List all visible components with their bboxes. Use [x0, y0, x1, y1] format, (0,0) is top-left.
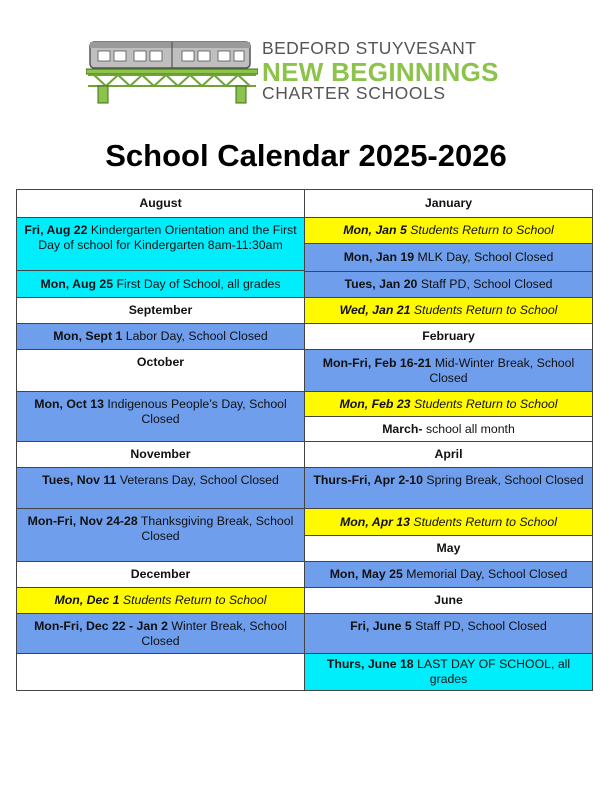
entry-date: Thurs, June 18 — [326, 657, 414, 671]
month-header-april: April — [305, 441, 592, 467]
entry-date: Fri, Aug 22 — [24, 223, 88, 237]
calendar-entry-apr13 — [305, 508, 592, 535]
entry-text: Students Return to School — [413, 396, 558, 411]
entry-date: Mon, Feb 23 — [339, 396, 411, 411]
entry-text: Staff PD, School Closed — [415, 619, 547, 633]
entry-text: LAST DAY OF SCHOOL, all grades — [417, 657, 571, 686]
entry-text: Students Return to School — [122, 593, 267, 607]
entry-text: Students Return to School — [413, 303, 558, 317]
entry-text: Students Return to School — [413, 514, 557, 529]
elevated-train-icon — [86, 38, 258, 104]
month-header-august: August — [17, 190, 304, 217]
entry-date: Wed, Jan 21 — [339, 303, 411, 317]
calendar-table — [16, 189, 593, 691]
entry-date: Mon, Apr 13 — [340, 514, 410, 529]
entry-text: Labor Day, School Closed — [125, 329, 268, 343]
entry-date: Mon, Oct 13 — [34, 397, 104, 411]
logo-line-1: BEDFORD STUYVESANT — [262, 38, 477, 58]
month-header-september: September — [17, 297, 304, 323]
calendar-entry-aug22 — [17, 217, 304, 270]
calendar-entry-jan20 — [305, 271, 592, 297]
calendar-entry-feb16 — [305, 349, 592, 391]
calendar-entry-may25 — [305, 561, 592, 587]
entry-text: Winter Break, School Closed — [141, 619, 287, 648]
calendar-entry-nov24 — [17, 508, 304, 561]
entry-text: MLK Day, School Closed — [417, 250, 554, 264]
entry-text: Memorial Day, School Closed — [406, 567, 568, 581]
month-header-may: May — [305, 535, 592, 561]
entry-date: Mon, Aug 25 — [40, 276, 114, 291]
entry-text: First Day of School, all grades — [116, 276, 281, 291]
entry-date: Thurs-Fri, Apr 2-10 — [313, 473, 423, 487]
calendar-entry-nov11 — [17, 467, 304, 508]
entry-text: Thanksgiving Break, School Closed — [140, 514, 294, 543]
calendar-left-column — [17, 190, 304, 690]
entry-date: Tues, Jan 20 — [344, 277, 418, 291]
calendar-entry-dec22 — [17, 613, 304, 653]
calendar-entry-jun18 — [305, 653, 592, 690]
logo-line-2: NEW BEGINNINGS — [262, 57, 499, 87]
entry-text: Staff PD, School Closed — [420, 277, 553, 291]
entry-date: Mon-Fri, Dec 22 - Jan 2 — [34, 619, 168, 633]
entry-date: Mon, Sept 1 — [53, 329, 123, 343]
calendar-entry-dec1 — [17, 587, 304, 613]
calendar-entry-jun5 — [305, 613, 592, 653]
entry-date: Mon, Jan 5 — [343, 223, 407, 237]
page-title: School Calendar 2025-2026 — [105, 138, 507, 173]
school-logo — [86, 38, 526, 104]
entry-date: Mon, May 25 — [329, 567, 403, 581]
entry-date: March- — [382, 421, 423, 436]
month-header-june: June — [305, 587, 592, 613]
entry-date: Mon-Fri, Nov 24-28 — [27, 514, 138, 528]
month-header-november: November — [17, 441, 304, 467]
entry-text: Kindergarten Orientation and the First Day of school for Kindergarten 8am-11:30am — [38, 223, 297, 252]
calendar-right-column — [304, 190, 592, 690]
calendar-entry-apr2 — [305, 467, 592, 508]
empty-cell — [17, 653, 304, 690]
entry-text: school all month — [425, 421, 515, 436]
calendar-entry-march — [305, 416, 592, 441]
entry-date: Mon-Fri, Feb 16-21 — [322, 355, 432, 370]
entry-text: Spring Break, School Closed — [426, 473, 584, 487]
month-header-october: October — [17, 349, 304, 391]
calendar-entry-feb23 — [305, 391, 592, 416]
entry-date: Fri, June 5 — [350, 619, 412, 633]
entry-date: Tues, Nov 11 — [42, 473, 117, 487]
entry-date: Mon, Dec 1 — [54, 593, 120, 607]
entry-text: Indigenous People’s Day, School Closed — [107, 397, 287, 426]
calendar-entry-oct13 — [17, 391, 304, 441]
calendar-entry-sep1 — [17, 323, 304, 349]
entry-date: Mon, Jan 19 — [343, 250, 415, 264]
entry-text: Mid-Winter Break, School Closed — [429, 355, 575, 385]
logo-line-3: CHARTER SCHOOLS — [262, 83, 446, 103]
calendar-entry-jan19 — [305, 243, 592, 271]
calendar-entry-aug25 — [17, 270, 304, 297]
month-header-december: December — [17, 561, 304, 587]
entry-text: Students Return to School — [410, 223, 554, 237]
month-header-january: January — [305, 190, 592, 217]
calendar-entry-jan21 — [305, 297, 592, 323]
entry-text: Veterans Day, School Closed — [119, 473, 279, 487]
month-header-february: February — [305, 323, 592, 349]
calendar-entry-jan5 — [305, 217, 592, 243]
